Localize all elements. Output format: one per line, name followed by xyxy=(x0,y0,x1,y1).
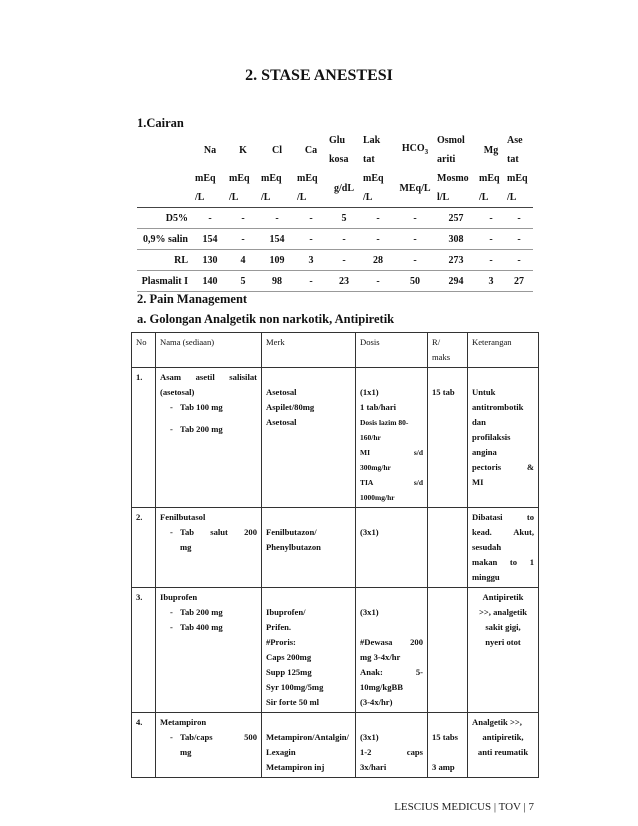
cell-merk: Ibuprofen/ Prifen. #Proris: Caps 200mg Supp 125mg Syr 100mg/5mg Sir forte 50 ml xyxy=(262,588,356,713)
header-rmaks: R/ maks xyxy=(428,333,468,368)
header-cell: mEq /L xyxy=(295,169,327,208)
cairan-cell: - xyxy=(505,229,533,250)
cairan-cell: - xyxy=(227,208,259,229)
header-no: No xyxy=(132,333,156,368)
cairan-cell: 50 xyxy=(395,271,435,292)
pain-management-table xyxy=(131,332,539,778)
cairan-cell: 273 xyxy=(435,250,477,271)
header-cell: mEq /L xyxy=(227,169,259,208)
cell-no: 3. xyxy=(132,588,156,713)
cairan-row-label: RL xyxy=(137,250,193,271)
cell-keterangan: Antipiretik >>, analgetik sakit gigi, nyeri otot xyxy=(468,588,539,713)
cell-dosis: (3x1) 1-2 caps 3x/hari xyxy=(356,713,428,778)
cell-rmaks: 15 tab xyxy=(428,368,468,508)
cell-nama: Asam asetil salisilat (asetosal) - Tab 100 mg - Tab 200 mg xyxy=(156,368,262,508)
cairan-cell: - xyxy=(477,250,505,271)
header-cell: Na xyxy=(203,144,217,156)
cairan-cell: - xyxy=(505,250,533,271)
section-heading-cairan: 1.Cairan xyxy=(137,116,184,130)
header-cell: mEq /L xyxy=(193,169,227,208)
cell-nama: Ibuprofen - Tab 200 mg - Tab 400 mg xyxy=(156,588,262,713)
header-cell: Mg xyxy=(483,144,499,156)
subsection-heading-analgetik: a. Golongan Analgetik non narkotik, Antipiretik xyxy=(137,312,395,326)
cairan-cell: 5 xyxy=(227,271,259,292)
cairan-cell: - xyxy=(327,250,361,271)
table-row xyxy=(132,508,539,588)
table-row xyxy=(137,271,533,292)
cairan-cell: - xyxy=(477,208,505,229)
cairan-cell: - xyxy=(295,208,327,229)
cairan-cell: 130 xyxy=(193,250,227,271)
header-cell xyxy=(137,169,193,208)
cell-dosis: (1x1) 1 tab/hari Dosis lazim 80- 160/hr MI s/d 300mg/hr TIA s/d 1000mg/hr xyxy=(356,368,428,508)
cairan-cell: - xyxy=(327,229,361,250)
table-row xyxy=(132,588,539,713)
cell-rmaks: 15 tabs 3 amp xyxy=(428,713,468,778)
header-cell: mEq /L xyxy=(259,169,295,208)
table-row xyxy=(132,713,539,778)
cairan-cell: 140 xyxy=(193,271,227,292)
cairan-cell: - xyxy=(295,229,327,250)
cairan-cell: 27 xyxy=(505,271,533,292)
cairan-row-label: D5% xyxy=(137,208,193,229)
header-cell: Lak tat xyxy=(363,135,381,165)
table-row xyxy=(132,368,539,508)
cairan-cell: 109 xyxy=(259,250,295,271)
cell-no: 4. xyxy=(132,713,156,778)
cairan-cell: - xyxy=(395,250,435,271)
cell-nama: Fenilbutasol - Tab salut 200 mg xyxy=(156,508,262,588)
header-cell: g/dL xyxy=(327,169,361,208)
cell-rmaks xyxy=(428,508,468,588)
cairan-cell: - xyxy=(193,208,227,229)
cairan-row-label: Plasmalit I xyxy=(137,271,193,292)
cairan-cell: 23 xyxy=(327,271,361,292)
section-heading-pain-management: 2. Pain Management xyxy=(137,292,248,306)
cairan-cell: 5 xyxy=(327,208,361,229)
table-row xyxy=(137,229,533,250)
cairan-header-row-2 xyxy=(137,169,533,208)
cairan-cell: - xyxy=(395,229,435,250)
header-cell: K xyxy=(239,144,247,156)
cairan-row-label: 0,9% salin xyxy=(137,229,193,250)
cell-keterangan: Analgetik >>, antipiretik, anti reumatik xyxy=(468,713,539,778)
cairan-cell: 3 xyxy=(295,250,327,271)
cell-no: 2. xyxy=(132,508,156,588)
table-row xyxy=(137,250,533,271)
cell-merk: Asetosal Aspilet/80mg Asetosal xyxy=(262,368,356,508)
header-cell xyxy=(137,131,193,169)
cairan-cell: - xyxy=(295,271,327,292)
cairan-cell: 28 xyxy=(361,250,395,271)
table-row xyxy=(137,208,533,229)
cairan-cell: - xyxy=(259,208,295,229)
cairan-cell: - xyxy=(395,208,435,229)
cairan-header-row-1 xyxy=(137,131,533,169)
cairan-cell: 154 xyxy=(193,229,227,250)
cairan-cell: 98 xyxy=(259,271,295,292)
header-cell: mEq /L xyxy=(505,169,533,208)
header-cell: Ase tat xyxy=(507,135,523,165)
cairan-cell: - xyxy=(361,208,395,229)
cell-keterangan: Dibatasi to kead. Akut, sesudah makan to 1 minggu xyxy=(468,508,539,588)
header-nama: Nama (sediaan) xyxy=(156,333,262,368)
header-cell: Ca xyxy=(304,144,318,156)
header-cell: MEq/L xyxy=(395,169,435,208)
page-footer: LESCIUS MEDICUS | TOV | 7 xyxy=(394,801,534,813)
table-header-row xyxy=(132,333,539,368)
header-merk: Merk xyxy=(262,333,356,368)
cell-merk: Metampiron/Antalgin/ Lexagin Metampiron inj xyxy=(262,713,356,778)
cairan-cell: 308 xyxy=(435,229,477,250)
cell-nama: Metampiron - Tab/caps 500 mg xyxy=(156,713,262,778)
header-keterangan: Keterangan xyxy=(468,333,539,368)
header-cell: mEq /L xyxy=(477,169,505,208)
header-cell: $HCO_3$ xyxy=(401,142,429,156)
header-cell: Glu kosa xyxy=(329,135,349,165)
document-title: 2. STASE ANESTESI xyxy=(245,67,393,84)
cairan-cell: - xyxy=(477,229,505,250)
header-dosis: Dosis xyxy=(356,333,428,368)
cell-merk: Fenilbutazon/ Phenylbutazon xyxy=(262,508,356,588)
cairan-cell: 4 xyxy=(227,250,259,271)
cell-keterangan: Untuk antitrombotik dan profilaksis angina pectoris & MI xyxy=(468,368,539,508)
cairan-cell: 257 xyxy=(435,208,477,229)
header-cell: mEq /L xyxy=(361,169,395,208)
cairan-cell: 3 xyxy=(477,271,505,292)
cell-dosis: (3x1) xyxy=(356,508,428,588)
cairan-cell: - xyxy=(361,271,395,292)
header-cell: Mosmo l/L xyxy=(435,169,477,208)
cairan-cell: - xyxy=(505,208,533,229)
header-cell: Osmol ariti xyxy=(437,135,465,165)
cairan-table xyxy=(137,131,533,292)
cairan-cell: - xyxy=(361,229,395,250)
cairan-cell: 154 xyxy=(259,229,295,250)
header-cell: Cl xyxy=(272,144,282,156)
cairan-cell: - xyxy=(227,229,259,250)
cairan-cell: 294 xyxy=(435,271,477,292)
cell-dosis: (3x1) #Dewasa 200 mg 3-4x/hr Anak: 5- 10mg/kgBB (3-4x/hr) xyxy=(356,588,428,713)
cell-rmaks xyxy=(428,588,468,713)
cell-no: 1. xyxy=(132,368,156,508)
